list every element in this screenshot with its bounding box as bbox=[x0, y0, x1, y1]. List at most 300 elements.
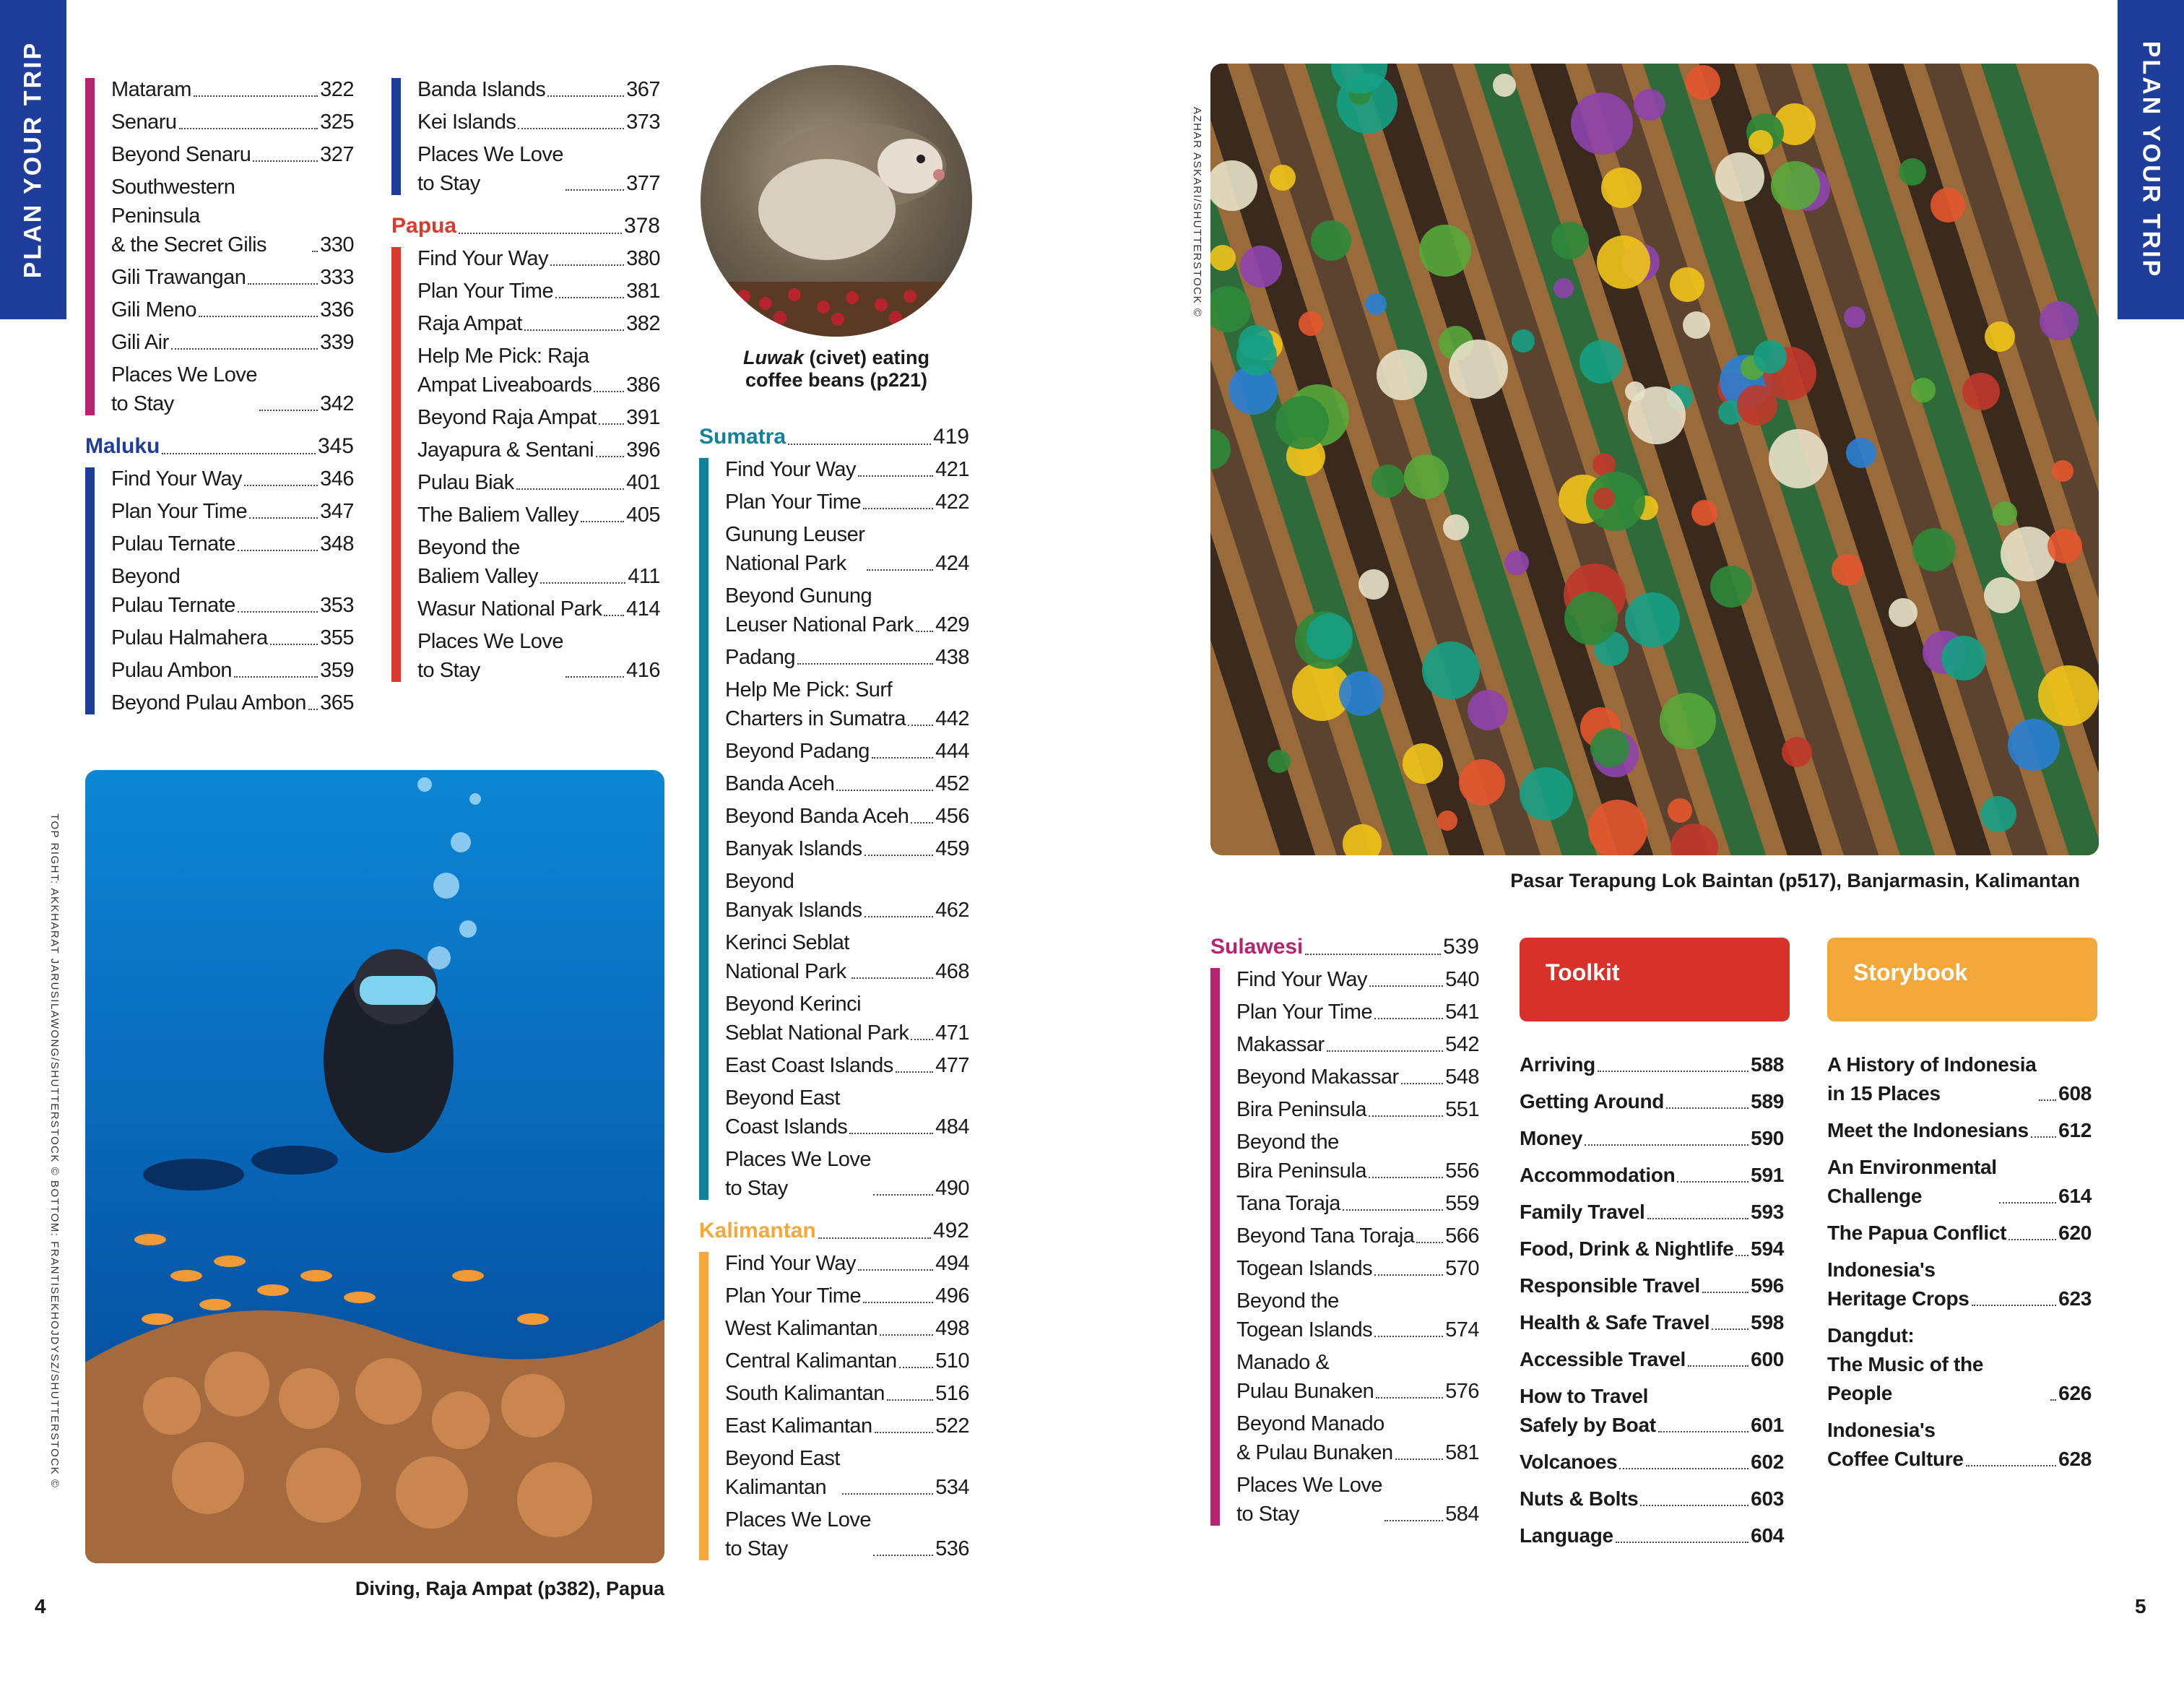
toc-entry-page: 614 bbox=[2058, 1185, 2092, 1207]
toc-entry-page: 462 bbox=[935, 899, 969, 922]
toc-entry-page: 589 bbox=[1751, 1090, 1784, 1112]
toc-entry-page: 590 bbox=[1751, 1127, 1784, 1149]
dot-leader bbox=[1736, 1255, 1748, 1256]
dot-leader bbox=[547, 95, 624, 97]
toc-entry[interactable] bbox=[1827, 1116, 2092, 1145]
dot-leader bbox=[852, 977, 933, 979]
storybook-title: Storybook bbox=[1853, 959, 1968, 985]
toc-entry-title: Pulau Ambon bbox=[111, 659, 233, 682]
photo-credit-right: AZHAR ASKARI/SHUTTERSTOCK © bbox=[1191, 107, 1203, 318]
toc-entry[interactable] bbox=[725, 928, 969, 986]
side-tab-left bbox=[0, 0, 66, 319]
toc-entry-title: Togean Islands bbox=[1236, 1257, 1373, 1280]
toc-entry[interactable] bbox=[417, 533, 660, 591]
toc-entry[interactable] bbox=[1520, 1198, 1784, 1227]
toc-section-heading[interactable] bbox=[85, 431, 354, 462]
toc-entry[interactable] bbox=[111, 108, 354, 137]
toc-entry-page: 422 bbox=[935, 491, 969, 514]
toc-entry-title: Nuts & Bolts bbox=[1520, 1487, 1639, 1510]
dot-leader bbox=[1374, 1336, 1443, 1337]
toc-entry-page: 494 bbox=[935, 1252, 969, 1275]
toc-entry[interactable] bbox=[725, 1282, 969, 1310]
toc-entry-page: 347 bbox=[320, 500, 354, 523]
dot-leader bbox=[1343, 1209, 1443, 1211]
toc-entry-page: 414 bbox=[626, 597, 660, 621]
dot-leader bbox=[1374, 1018, 1443, 1019]
dot-leader bbox=[253, 160, 318, 162]
toc-column-1 bbox=[85, 75, 354, 730]
dot-leader bbox=[1395, 1459, 1443, 1460]
toc-entry[interactable] bbox=[1236, 998, 1479, 1027]
toc-entry-title: Accessible Travel bbox=[1520, 1348, 1686, 1370]
toc-entry-title: Indonesia's Coffee Culture bbox=[1827, 1419, 1964, 1470]
toc-entry-title: Banda Aceh bbox=[725, 772, 835, 795]
toc-entry-title: South Kalimantan bbox=[725, 1382, 885, 1405]
toc-entry[interactable] bbox=[725, 1379, 969, 1408]
toc-entry[interactable] bbox=[1827, 1321, 2092, 1408]
toc-entry[interactable] bbox=[1236, 965, 1479, 994]
toc-entry[interactable] bbox=[1236, 1348, 1479, 1406]
toc-entry-page: 540 bbox=[1445, 968, 1479, 991]
toc-entry[interactable] bbox=[1827, 1153, 2092, 1211]
toc-entry[interactable] bbox=[725, 769, 969, 798]
toc-entry-title: Beyond Gunung Leuser National Park bbox=[725, 584, 914, 636]
toc-entry[interactable] bbox=[725, 1347, 969, 1375]
toc-entry[interactable] bbox=[725, 1505, 969, 1563]
toc-entry[interactable] bbox=[725, 1314, 969, 1343]
toc-section-sulawesi bbox=[1210, 932, 1479, 1529]
toolkit-list bbox=[1520, 1050, 1784, 1558]
dot-leader bbox=[899, 1367, 933, 1368]
toc-entry-title: Padang bbox=[725, 646, 795, 669]
toc-entry-title: A History of Indonesia in 15 Places bbox=[1827, 1053, 2037, 1105]
toc-entry-title: Plan Your Time bbox=[725, 491, 862, 514]
toc-entry-page: 574 bbox=[1445, 1318, 1479, 1341]
toc-entry-page: 601 bbox=[1751, 1414, 1784, 1436]
toc-entry[interactable] bbox=[725, 802, 969, 831]
toc-entry[interactable] bbox=[1236, 1095, 1479, 1124]
dot-leader bbox=[162, 453, 316, 454]
dot-leader bbox=[1702, 1292, 1748, 1293]
toc-entry-title: Family Travel bbox=[1520, 1201, 1645, 1223]
toc-entry[interactable] bbox=[111, 263, 354, 292]
dot-leader bbox=[171, 348, 318, 350]
dot-leader bbox=[1677, 1181, 1748, 1183]
toc-entry[interactable] bbox=[1520, 1271, 1784, 1300]
toc-entry[interactable] bbox=[725, 1249, 969, 1278]
toc-entry[interactable] bbox=[111, 530, 354, 558]
toc-entry[interactable] bbox=[725, 643, 969, 672]
toc-entry-page: 459 bbox=[935, 837, 969, 860]
toc-entry[interactable] bbox=[111, 295, 354, 324]
toc-entry[interactable] bbox=[1520, 1308, 1784, 1337]
dot-leader bbox=[581, 521, 624, 522]
toc-entry-title: The Papua Conflict bbox=[1827, 1222, 2007, 1244]
toc-entry-page: 367 bbox=[626, 78, 660, 101]
toc-entry[interactable] bbox=[1236, 1063, 1479, 1092]
toc-group-papua bbox=[391, 244, 660, 685]
toc-entry-title: Banyak Islands bbox=[725, 837, 862, 860]
toc-entry[interactable] bbox=[725, 455, 969, 484]
toc-entry-title: Gili Meno bbox=[111, 298, 196, 321]
dot-leader bbox=[550, 264, 624, 266]
toc-entry-title: An Environmental Challenge bbox=[1827, 1156, 1997, 1207]
dot-leader bbox=[873, 1194, 933, 1196]
toc-entry[interactable] bbox=[417, 309, 660, 338]
toc-entry-page: 620 bbox=[2058, 1222, 2092, 1244]
toc-column-3 bbox=[699, 422, 969, 1576]
dot-leader bbox=[566, 189, 624, 191]
toc-entry[interactable] bbox=[1827, 1256, 2092, 1313]
toc-entry-page: 556 bbox=[1445, 1159, 1479, 1183]
toc-entry-page: 534 bbox=[935, 1476, 969, 1499]
toc-entry-title: Beyond Senaru bbox=[111, 143, 251, 166]
toc-entry-title: Health & Safe Travel bbox=[1520, 1311, 1710, 1334]
toc-section-heading[interactable] bbox=[1210, 932, 1479, 962]
toc-entry[interactable] bbox=[111, 75, 354, 104]
toc-entry-title: Find Your Way bbox=[111, 467, 243, 491]
toc-entry-page: 588 bbox=[1751, 1053, 1784, 1076]
toc-entry-page: 600 bbox=[1751, 1348, 1784, 1370]
toc-entry-page: 490 bbox=[935, 1177, 969, 1200]
toc-entry[interactable] bbox=[111, 140, 354, 169]
toc-entry[interactable] bbox=[725, 1412, 969, 1440]
toc-entry-page: 581 bbox=[1445, 1441, 1479, 1464]
toc-entry-title: East Coast Islands bbox=[725, 1054, 893, 1077]
toc-entry-title: Beyond Manado & Pulau Bunaken bbox=[1236, 1412, 1393, 1464]
toc-entry-title: Tana Toraja bbox=[1236, 1192, 1340, 1215]
toc-entry-title: Language bbox=[1520, 1524, 1613, 1547]
dot-leader bbox=[1966, 1465, 2056, 1466]
dot-leader bbox=[896, 1071, 933, 1073]
toc-entry[interactable] bbox=[417, 140, 660, 198]
toc-entry[interactable] bbox=[725, 1051, 969, 1080]
dot-leader bbox=[1647, 1218, 1749, 1219]
dot-leader bbox=[1688, 1365, 1748, 1367]
toc-entry-title: Beyond Banyak Islands bbox=[725, 870, 862, 922]
dot-leader bbox=[1416, 1242, 1443, 1243]
toc-entry[interactable] bbox=[1520, 1087, 1784, 1116]
dot-leader bbox=[199, 316, 318, 317]
dot-leader bbox=[1999, 1202, 2056, 1204]
photo-credit-left: TOP RIGHT: AKKHARAT JARUSILAWONG/SHUTTERSTOCK © BOTTOM: FRANTISEKHOJDYSZ/SHUTTERSTOCK © bbox=[48, 813, 61, 1489]
dot-leader bbox=[858, 1269, 933, 1271]
toc-entry[interactable] bbox=[417, 277, 660, 306]
toc-entry-title: Pulau Biak bbox=[417, 471, 514, 494]
dot-leader bbox=[863, 1302, 933, 1303]
toc-entry-title: Gili Air bbox=[111, 331, 169, 354]
toc-entry-page: 411 bbox=[628, 565, 660, 588]
toc-entry[interactable] bbox=[1236, 1287, 1479, 1344]
toc-entry[interactable] bbox=[111, 328, 354, 357]
toc-entry-page: 442 bbox=[935, 707, 969, 730]
toc-entry-title: Getting Around bbox=[1520, 1090, 1665, 1112]
toc-entry[interactable] bbox=[111, 656, 354, 685]
luwak-caption bbox=[701, 347, 972, 392]
toc-entry-title: Responsible Travel bbox=[1520, 1274, 1700, 1297]
dot-leader bbox=[2050, 1399, 2056, 1401]
toc-entry-page: 342 bbox=[320, 392, 354, 415]
toc-entry-title: Jayapura & Sentani bbox=[417, 438, 594, 462]
toc-entry-title: Gunung Leuser National Park bbox=[725, 523, 865, 575]
toc-entry-title: Pulau Ternate bbox=[111, 532, 235, 556]
toc-entry[interactable] bbox=[1520, 1235, 1784, 1263]
toc-entry[interactable] bbox=[725, 488, 969, 517]
toc-entry[interactable] bbox=[111, 562, 354, 620]
toc-entry-title: Beyond Banda Aceh bbox=[725, 805, 909, 828]
toc-entry[interactable] bbox=[725, 737, 969, 766]
toc-entry-page: 468 bbox=[935, 960, 969, 983]
dot-leader bbox=[1712, 1328, 1748, 1330]
dot-leader bbox=[1585, 1144, 1748, 1146]
dot-leader bbox=[880, 1334, 933, 1336]
toc-entry-page: 381 bbox=[626, 280, 660, 303]
toc-entry[interactable] bbox=[1236, 1254, 1479, 1283]
toc-entry-title: Beyond Pulau Ambon bbox=[111, 691, 306, 714]
toc-entry-title: Volcanoes bbox=[1520, 1451, 1618, 1473]
toc-entry-page: 444 bbox=[935, 740, 969, 763]
toc-entry-page: 584 bbox=[1445, 1503, 1479, 1526]
toc-entry-page: 570 bbox=[1445, 1257, 1479, 1280]
toc-entry-title: Kerinci Seblat National Park bbox=[725, 931, 849, 983]
dot-leader bbox=[916, 631, 933, 632]
toc-entry[interactable] bbox=[725, 675, 969, 733]
dot-leader bbox=[270, 644, 318, 645]
toc-entry[interactable] bbox=[1827, 1416, 2092, 1474]
toc-entry[interactable] bbox=[417, 108, 660, 137]
dot-leader bbox=[873, 1555, 933, 1556]
dot-leader bbox=[867, 569, 933, 571]
section-color-bar bbox=[85, 78, 95, 415]
toc-entry[interactable] bbox=[417, 436, 660, 464]
toc-entry-title: Help Me Pick: Raja Ampat Liveaboards bbox=[417, 345, 592, 397]
toc-entry[interactable] bbox=[1236, 1030, 1479, 1059]
toc-entry-page: 628 bbox=[2058, 1448, 2092, 1470]
section-color-bar bbox=[391, 247, 401, 682]
toc-entry[interactable] bbox=[1520, 1161, 1784, 1190]
dot-leader bbox=[1658, 1431, 1748, 1432]
dot-leader bbox=[1640, 1505, 1748, 1506]
toc-group-sumatra bbox=[699, 455, 969, 1203]
toc-entry-title: The Baliem Valley bbox=[417, 504, 579, 527]
toc-entry-title: Kei Islands bbox=[417, 111, 516, 134]
dot-leader bbox=[312, 251, 318, 252]
toc-entry[interactable] bbox=[1520, 1050, 1784, 1079]
toc-entry[interactable] bbox=[417, 342, 660, 399]
toc-entry[interactable] bbox=[1520, 1124, 1784, 1153]
toc-section-page: 539 bbox=[1442, 935, 1479, 959]
toc-entry-page: 429 bbox=[935, 613, 969, 636]
dot-leader bbox=[887, 1399, 933, 1401]
toc-entry[interactable] bbox=[1520, 1521, 1784, 1550]
toc-section-heading[interactable] bbox=[699, 1216, 969, 1246]
toc-entry-page: 516 bbox=[935, 1382, 969, 1405]
toc-entry-title: Beyond the Baliem Valley bbox=[417, 536, 539, 588]
dot-leader bbox=[1619, 1468, 1748, 1469]
toc-entry-title: Beyond Padang bbox=[725, 740, 870, 763]
dot-leader bbox=[1598, 1071, 1748, 1072]
toc-entry-title: West Kalimantan bbox=[725, 1317, 878, 1340]
toc-entry[interactable] bbox=[417, 75, 660, 104]
toc-section-heading[interactable] bbox=[699, 422, 969, 452]
dot-leader bbox=[516, 488, 624, 490]
toolkit-title: Toolkit bbox=[1546, 959, 1620, 985]
toc-entry[interactable] bbox=[111, 497, 354, 526]
toc-entry[interactable] bbox=[111, 173, 354, 259]
toc-entry-title: Southwestern Peninsula & the Secret Gilis bbox=[111, 176, 267, 256]
dot-leader bbox=[797, 663, 933, 665]
toc-entry-title: Central Kalimantan bbox=[725, 1349, 897, 1373]
dot-leader bbox=[872, 757, 933, 759]
toc-entry[interactable] bbox=[417, 595, 660, 623]
toc-section-maluku bbox=[85, 431, 354, 717]
toc-entry-page: 325 bbox=[320, 111, 354, 134]
toc-entry[interactable] bbox=[1520, 1345, 1784, 1374]
dot-leader bbox=[1327, 1050, 1443, 1052]
toc-entry[interactable] bbox=[417, 501, 660, 530]
toc-entry-page: 594 bbox=[1751, 1237, 1784, 1260]
toc-entry[interactable] bbox=[417, 468, 660, 497]
toc-entry-title: Places We Love to Stay bbox=[417, 630, 564, 682]
toc-entry-page: 382 bbox=[626, 312, 660, 335]
toc-column-4 bbox=[1210, 932, 1479, 1542]
toc-entry[interactable] bbox=[725, 520, 969, 578]
dot-leader bbox=[1666, 1107, 1748, 1109]
toc-entry-page: 593 bbox=[1751, 1201, 1784, 1223]
toc-entry[interactable] bbox=[725, 867, 969, 925]
dot-leader bbox=[818, 1237, 931, 1239]
toc-entry[interactable] bbox=[725, 582, 969, 639]
toc-entry-page: 623 bbox=[2058, 1287, 2092, 1310]
toc-entry[interactable] bbox=[111, 623, 354, 652]
toc-entry-title: Beyond Raja Ampat bbox=[417, 406, 597, 429]
toc-entry[interactable] bbox=[1236, 1471, 1479, 1529]
section-color-bar bbox=[1210, 968, 1220, 1526]
dot-leader bbox=[2031, 1136, 2056, 1138]
toc-entry-page: 416 bbox=[626, 659, 660, 682]
toc-entry[interactable] bbox=[1236, 1222, 1479, 1250]
toc-section-heading[interactable] bbox=[391, 211, 660, 241]
toc-entry-title: Find Your Way bbox=[725, 458, 857, 481]
dot-leader bbox=[459, 233, 622, 234]
side-tab-right bbox=[2118, 0, 2184, 319]
toc-entry-title: Pulau Halmahera bbox=[111, 626, 268, 649]
toc-entry-page: 377 bbox=[626, 172, 660, 195]
dot-leader bbox=[238, 611, 318, 613]
toc-entry-title: Find Your Way bbox=[417, 247, 549, 270]
toc-group-maluku-cont bbox=[391, 75, 660, 198]
toc-entry-title: Places We Love to Stay bbox=[1236, 1474, 1383, 1526]
toc-entry-page: 348 bbox=[320, 532, 354, 556]
storybook-list bbox=[1827, 1050, 2092, 1482]
toc-entry-title: Mataram bbox=[111, 78, 191, 101]
toc-entry-title: Places We Love to Stay bbox=[111, 363, 258, 415]
toc-entry-page: 339 bbox=[320, 331, 354, 354]
toc-entry-page: 355 bbox=[320, 626, 354, 649]
dot-leader bbox=[911, 1039, 933, 1040]
toc-entry[interactable] bbox=[725, 990, 969, 1047]
luwak-caption-italic: Luwak bbox=[742, 347, 804, 368]
dot-leader bbox=[518, 128, 624, 129]
toc-section-title: Sulawesi bbox=[1210, 935, 1304, 959]
toc-entry[interactable] bbox=[1236, 1128, 1479, 1185]
toc-entry-title: Beyond Kerinci Seblat National Park bbox=[725, 993, 909, 1045]
toc-entry-page: 452 bbox=[935, 772, 969, 795]
toc-entry[interactable] bbox=[1520, 1448, 1784, 1477]
toc-entry-page: 612 bbox=[2058, 1119, 2092, 1141]
toc-entry-title: Plan Your Time bbox=[1236, 1001, 1373, 1024]
toc-entry-page: 330 bbox=[320, 233, 354, 256]
toc-entry-page: 365 bbox=[320, 691, 354, 714]
toc-entry[interactable] bbox=[111, 688, 354, 717]
toc-entry-page: 380 bbox=[626, 247, 660, 270]
toc-section-kalimantan bbox=[699, 1216, 969, 1563]
toc-entry[interactable] bbox=[417, 403, 660, 432]
toc-entry[interactable] bbox=[725, 1145, 969, 1203]
dot-leader bbox=[524, 329, 624, 331]
toc-entry[interactable] bbox=[1520, 1382, 1784, 1440]
toc-entry-page: 333 bbox=[320, 266, 354, 289]
toc-section-page: 345 bbox=[317, 434, 354, 458]
toc-entry[interactable] bbox=[417, 627, 660, 685]
toc-entry-page: 373 bbox=[626, 111, 660, 134]
toc-entry-page: 603 bbox=[1751, 1487, 1784, 1510]
toc-entry-title: Help Me Pick: Surf Charters in Sumatra bbox=[725, 678, 906, 730]
toc-entry-page: 626 bbox=[2058, 1382, 2092, 1404]
toc-column-2 bbox=[391, 75, 660, 698]
toc-entry-title: Raja Ampat bbox=[417, 312, 522, 335]
toc-entry-page: 548 bbox=[1445, 1066, 1479, 1089]
dot-leader bbox=[179, 128, 318, 129]
section-color-bar bbox=[391, 78, 401, 195]
toc-entry-page: 608 bbox=[2058, 1082, 2092, 1105]
section-color-bar bbox=[699, 458, 708, 1200]
toc-entry[interactable] bbox=[1236, 1189, 1479, 1218]
dot-leader bbox=[566, 676, 624, 678]
toc-entry[interactable] bbox=[725, 1444, 969, 1502]
toc-entry[interactable] bbox=[725, 1084, 969, 1141]
side-tab-label: PLAN YOUR TRIP bbox=[2137, 40, 2165, 279]
toc-section-page: 378 bbox=[623, 214, 660, 238]
toc-entry-title: Beyond the Bira Peninsula bbox=[1236, 1131, 1366, 1183]
toc-entry-page: 596 bbox=[1751, 1274, 1784, 1297]
toc-entry[interactable] bbox=[417, 244, 660, 273]
toc-entry-title: Indonesia's Heritage Crops bbox=[1827, 1258, 1970, 1310]
toc-entry[interactable] bbox=[1827, 1050, 2092, 1108]
market-caption: Pasar Terapung Lok Baintan (p517), Banjarmasin, Kalimantan bbox=[1510, 870, 2080, 891]
toc-entry[interactable] bbox=[1520, 1485, 1784, 1513]
toc-entry-page: 359 bbox=[320, 659, 354, 682]
dot-leader bbox=[244, 485, 318, 486]
toc-entry-page: 484 bbox=[935, 1115, 969, 1138]
toc-entry[interactable] bbox=[111, 360, 354, 418]
toc-entry[interactable] bbox=[1236, 1409, 1479, 1467]
dot-leader bbox=[1616, 1542, 1748, 1543]
dot-leader bbox=[248, 283, 318, 285]
toc-entry-page: 551 bbox=[1445, 1098, 1479, 1121]
toc-entry-title: Beyond Tana Toraja bbox=[1236, 1224, 1415, 1248]
toc-entry[interactable] bbox=[1827, 1219, 2092, 1248]
toc-entry[interactable] bbox=[111, 464, 354, 493]
dot-leader bbox=[308, 709, 318, 710]
toc-entry-page: 346 bbox=[320, 467, 354, 491]
section-color-bar bbox=[85, 467, 95, 714]
toc-entry-title: East Kalimantan bbox=[725, 1414, 872, 1438]
dot-leader bbox=[836, 790, 933, 791]
toolkit-header bbox=[1520, 938, 1790, 1021]
toc-entry[interactable] bbox=[725, 834, 969, 863]
dot-leader bbox=[238, 550, 318, 551]
